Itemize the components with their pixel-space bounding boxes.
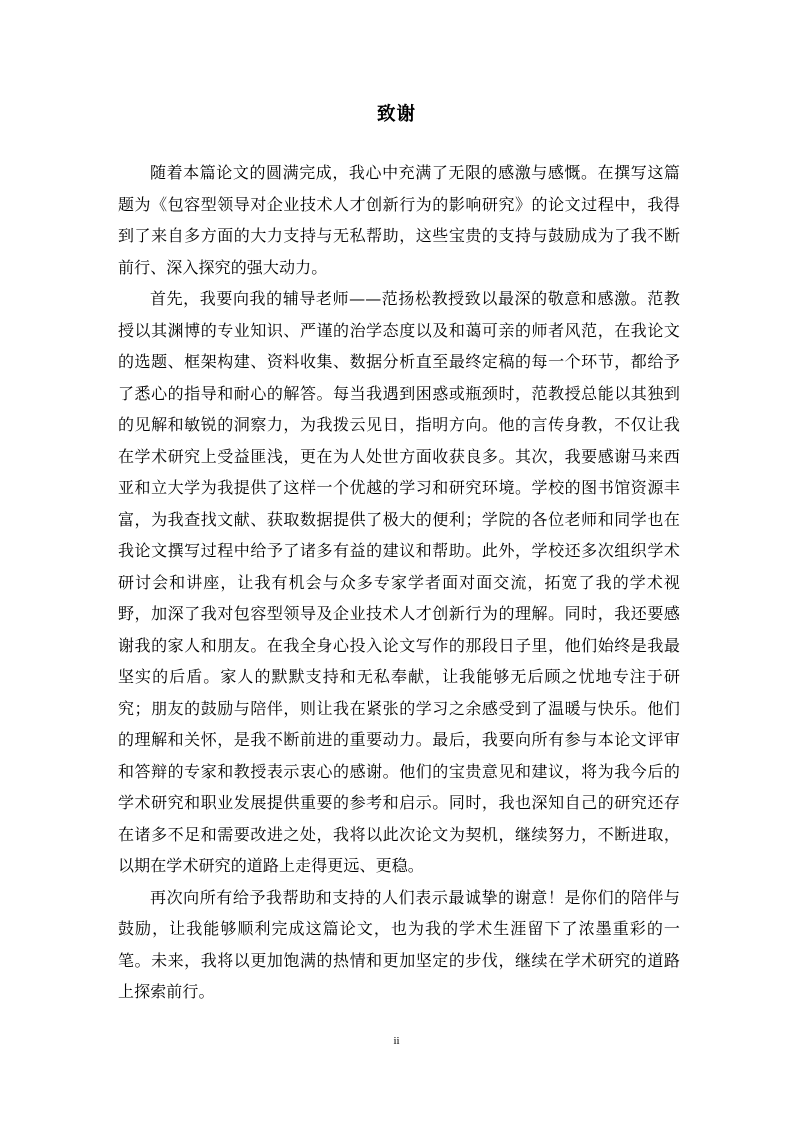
acknowledgement-body xyxy=(118,157,680,1008)
paragraph-intro: 随着本篇论文的圆满完成，我心中充满了无限的感激与感慨。在撰写这篇题为《包容型领导对企业技术人才创新行为的影响研究》的论文过程中，我得到了来自多方面的大力支持与无私帮助，这些宝贵的支持与鼓励成为了我不断前行、深入探究的强大动力。 xyxy=(118,163,680,277)
paragraph-thanks: 首先，我要向我的辅导老师——范扬松教授致以最深的敬意和感激。范教授以其渊博的专业知识、严谨的治学态度以及和蔼可亲的师者风范，在我论文的选题、框架构建、资料收集、数据分析直至最终定稿的每一个环节，都给予了悉心的指导和耐心的解答。每当我遇到困惑或瓶颈时，范教授总能以其独到的见解和敏锐的洞察力，为我拨云见日，指明方向。他的言传身教，不仅让我在学术研究上受益匪浅，更在为人处世方面收获良多。其次，我要感谢马来西亚和立大学为我提供了这样一个优越的学习和研究环境。学校的图书馆资源丰富，为我查找文献、获取数据提供了极大的便利；学院的各位老师和同学也在我论文撰写过程中给予了诸多有益的建议和帮助。此外，学校还多次组织学术研讨会和讲座，让我有机会与众多专家学者面对面交流，拓宽了我的学术视野，加深了我对包容型领导及企业技术人才创新行为的理解。同时，我还要感谢我的家人和朋友。在我全身心投入论文写作的那段日子里，他们始终是我最坚实的后盾。家人的默默支持和无私奉献，让我能够无后顾之忧地专注于研究；朋友的鼓励与陪伴，则让我在紧张的学习之余感受到了温暖与快乐。他们的理解和关怀，是我不断前进的重要动力。最后，我要向所有参与本论文评审和答辩的专家和教授表示衷心的感谢。他们的宝贵意见和建议，将为我今后的学术研究和职业发展提供重要的参考和启示。同时，我也深知自己的研究还存在诸多不足和需要改进之处，我将以此次论文为契机，继续努力，不断进取，以期在学术研究的道路上走得更远、更稳。 xyxy=(118,289,680,875)
paragraph-closing: 再次向所有给予我帮助和支持的人们表示最诚挚的谢意！是你们的陪伴与鼓励，让我能够顺利完成这篇论文，也为我的学术生涯留下了浓墨重彩的一笔。未来，我将以更加饱满的热情和更加坚定的步伐，继续在学术研究的道路上探索前行。 xyxy=(118,887,680,1001)
page-number: ii xyxy=(393,1035,400,1047)
page-title: 致谢 xyxy=(376,104,416,125)
